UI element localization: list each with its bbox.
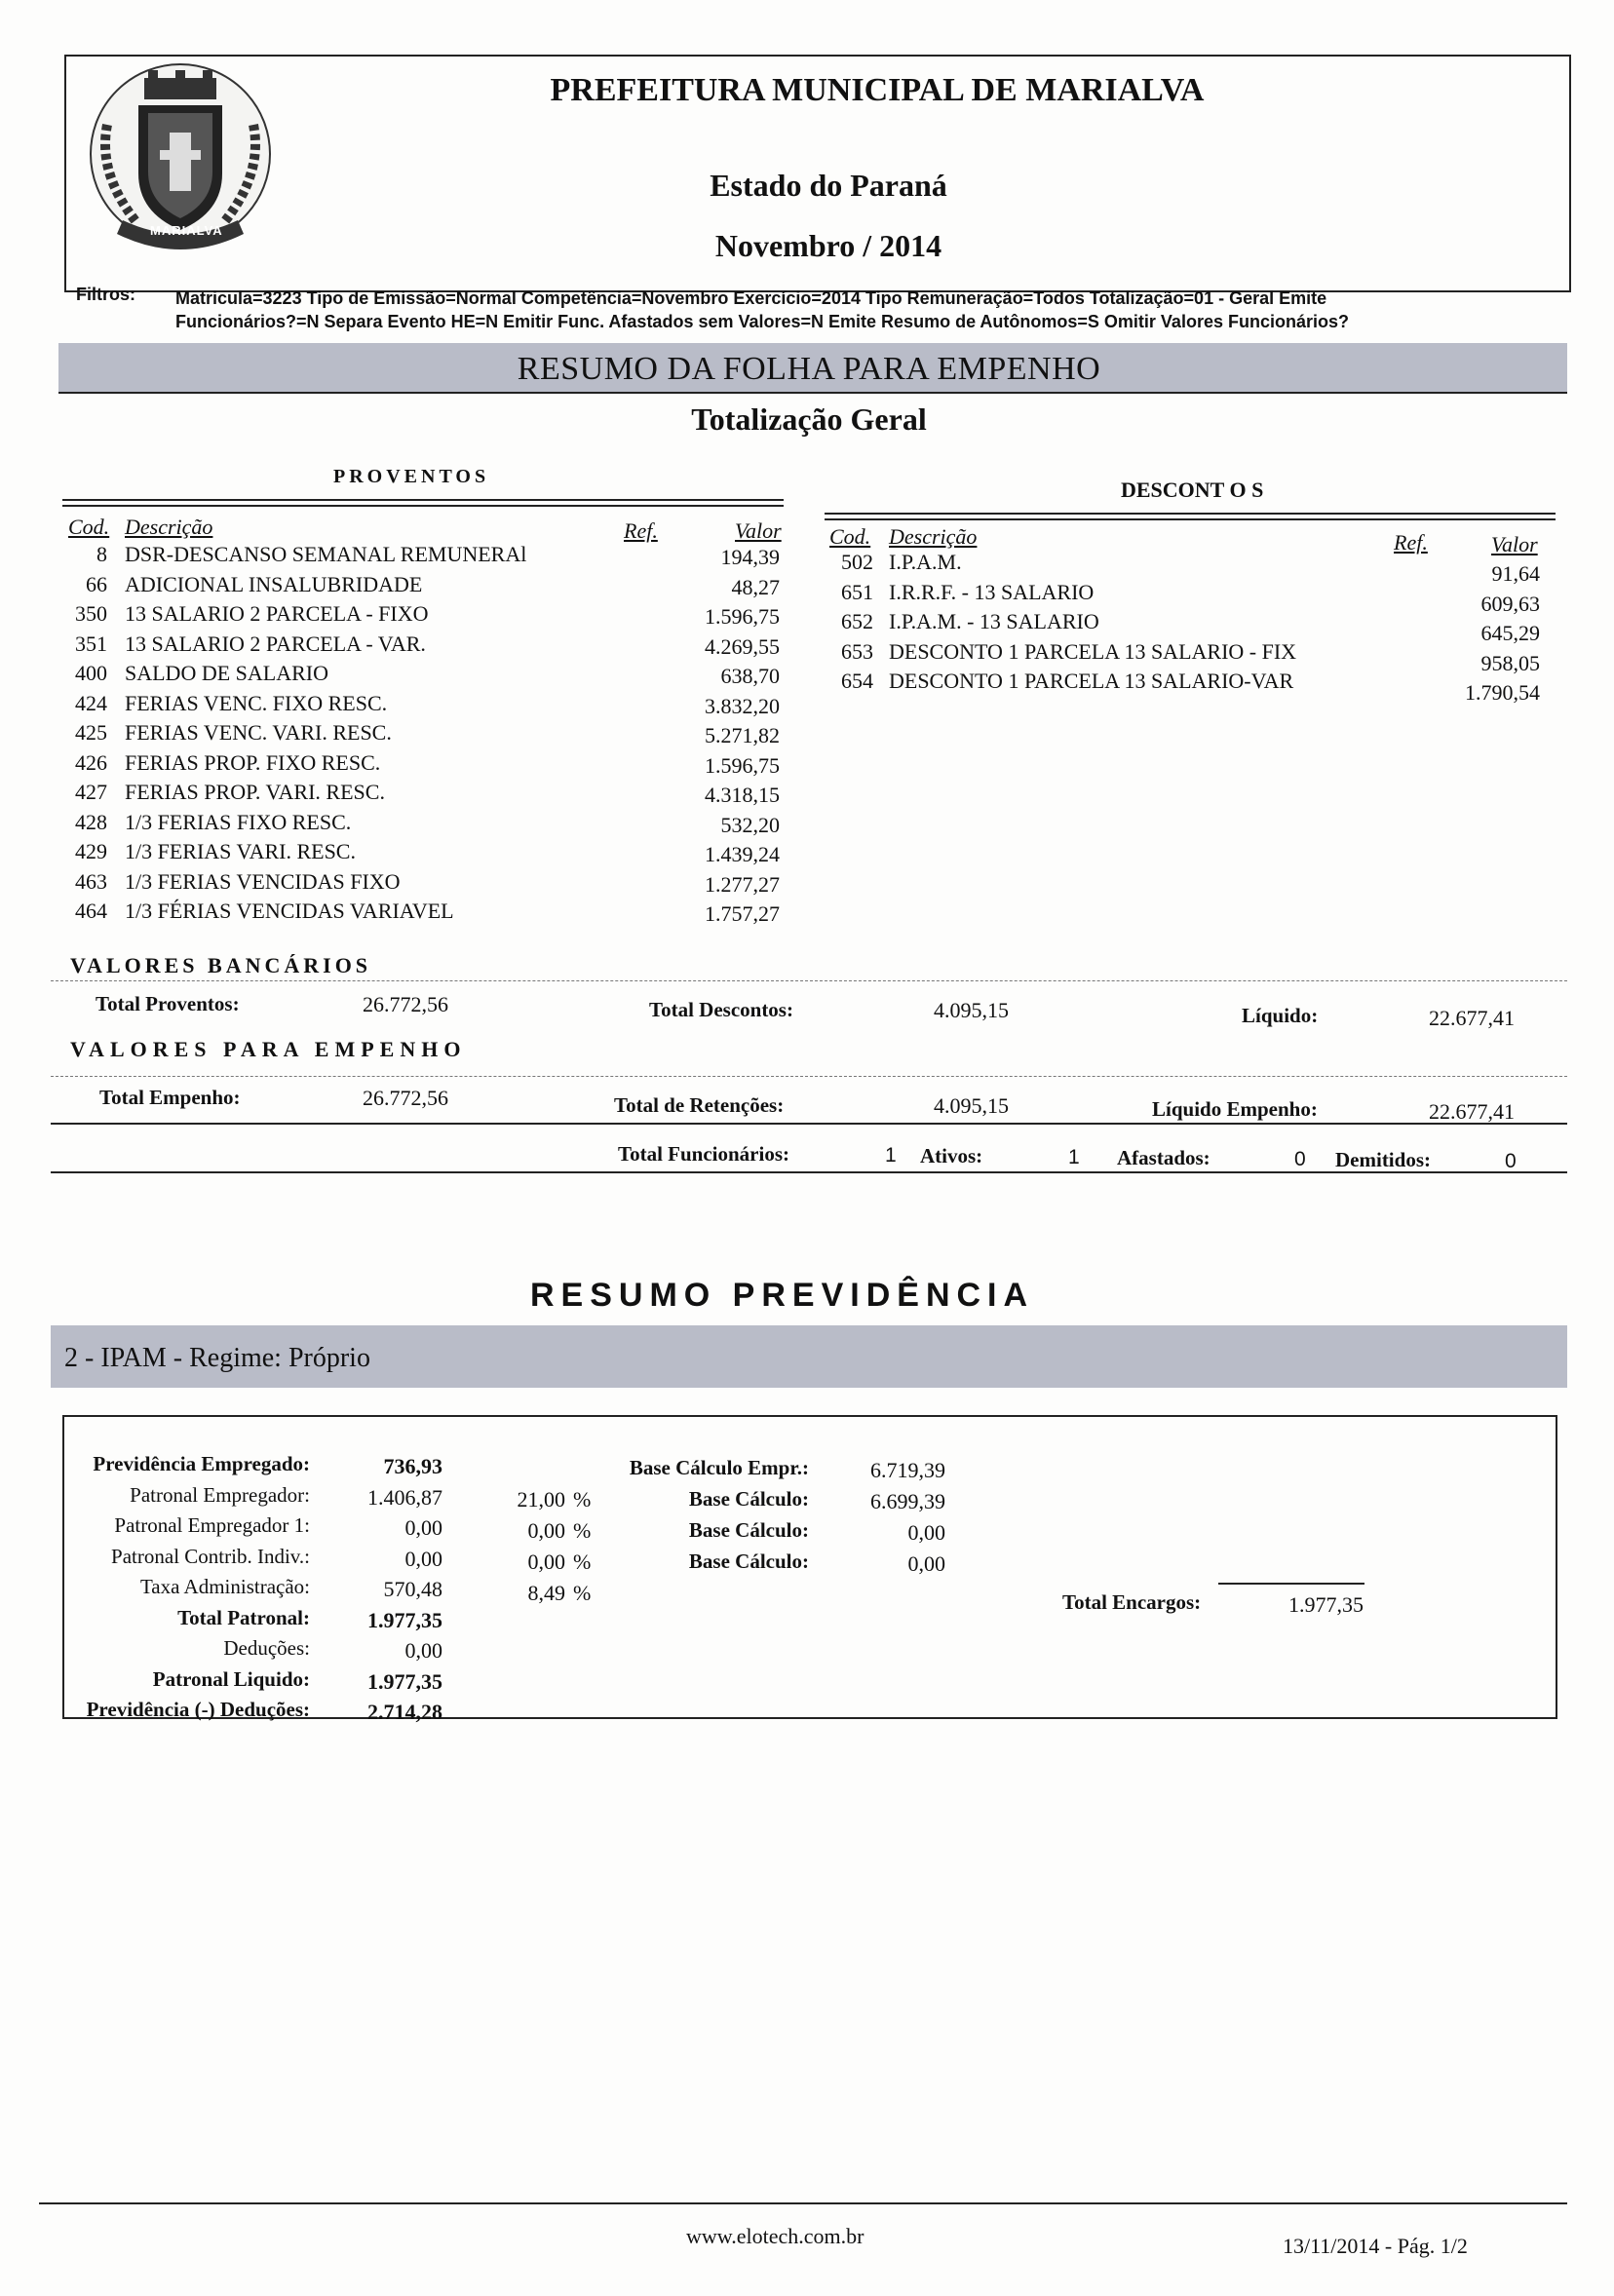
period: Novembro / 2014 <box>714 228 942 263</box>
previdencia-label: Previdência Empregado: <box>93 1452 310 1475</box>
municipal-seal <box>78 57 283 261</box>
proventos-row-desc: 1/3 FERIAS VENCIDAS FIXO <box>125 868 401 894</box>
base-calculo-label: Base Cálculo: <box>688 1518 809 1542</box>
previdencia-label: Patronal Empregador: <box>130 1482 310 1507</box>
base-calculo-value: 0,00 <box>907 1520 945 1545</box>
seal-text: MARIALVA <box>150 223 223 238</box>
previdencia-value: 0,00 <box>404 1515 442 1540</box>
total-encargos-label: Total Encargos: <box>1062 1590 1202 1614</box>
afastados-value: 0 <box>1294 1148 1306 1170</box>
proventos-row-desc: FERIAS PROP. VARI. RESC. <box>125 780 385 804</box>
percent-unit: % <box>573 1581 592 1605</box>
ativos-label: Ativos: <box>920 1144 983 1167</box>
descontos-row-valor: 958,05 <box>1480 650 1540 675</box>
percent-value: 8,49 <box>527 1581 565 1605</box>
total-empenho-value: 26.772,56 <box>363 1086 448 1110</box>
previdencia-label: Total Patronal: <box>177 1605 310 1629</box>
descontos-row-valor: 609,63 <box>1480 591 1540 616</box>
proventos-row-valor: 4.318,15 <box>705 783 780 807</box>
footer-date-page: 13/11/2014 - Pág. 1/2 <box>1283 2234 1468 2258</box>
base-calculo-value: 6.719,39 <box>870 1458 945 1482</box>
percent-value: 21,00 <box>517 1487 565 1512</box>
proventos-row-desc: 13 SALARIO 2 PARCELA - FIXO <box>125 601 429 626</box>
proventos-row-desc: 1/3 FERIAS VARI. RESC. <box>125 839 356 863</box>
total-descontos-label: Total Descontos: <box>649 998 793 1021</box>
descontos-col-valor: Valor <box>1491 532 1538 556</box>
total-funcionarios-label: Total Funcionários: <box>618 1142 789 1166</box>
previdencia-value: 1.977,35 <box>367 1607 442 1632</box>
previdencia-value: 1.406,87 <box>367 1484 442 1510</box>
proventos-row-valor: 532,20 <box>720 812 780 837</box>
proventos-row-cod: 463 <box>75 868 107 894</box>
state-name: Estado do Paraná <box>710 168 947 203</box>
proventos-row-cod: 350 <box>75 601 107 626</box>
proventos-col-ref: Ref. <box>624 518 658 543</box>
previdencia-label: Previdência (-) Deduções: <box>86 1698 310 1721</box>
totalizacao-subtitle: Totalização Geral <box>691 402 927 437</box>
descontos-col-ref: Ref. <box>1394 530 1428 555</box>
liquido-label: Líquido: <box>1242 1004 1319 1027</box>
previdencia-value: 2.714,28 <box>367 1700 442 1724</box>
previdencia-value: 1.977,35 <box>367 1668 442 1694</box>
proventos-row-valor: 1.596,75 <box>705 752 780 778</box>
proventos-row-cod: 425 <box>75 720 107 745</box>
filters-line-2: Funcionários?=N Separa Evento HE=N Emitir Func. Afastados sem Valores=N Emite Resumo de Autônomos=S Omitir Valores Funcionários? <box>175 312 1349 331</box>
total-proventos-label: Total Proventos: <box>96 992 240 1015</box>
proventos-row-desc: ADICIONAL INSALUBRIDADE <box>125 571 423 596</box>
previdencia-value: 736,93 <box>383 1454 442 1478</box>
empenho-rule <box>51 1123 1567 1125</box>
funcionarios-rule <box>51 1171 1567 1173</box>
descontos-row-cod: 502 <box>841 550 873 574</box>
proventos-row-valor: 1.439,24 <box>705 842 780 866</box>
proventos-row-cod: 400 <box>75 661 107 685</box>
percent-unit: % <box>573 1518 592 1543</box>
descontos-row-desc: I.R.R.F. - 13 SALARIO <box>889 579 1095 604</box>
liquido-empenho-value: 22.677,41 <box>1429 1099 1515 1124</box>
descontos-row-cod: 651 <box>841 579 873 604</box>
resumo-previdencia-title: RESUMO PREVIDÊNCIA <box>530 1277 1035 1314</box>
proventos-row-desc: FERIAS VENC. FIXO RESC. <box>125 690 388 715</box>
proventos-row-cod: 8 <box>96 542 107 566</box>
total-encargos-value: 1.977,35 <box>1288 1592 1364 1617</box>
demitidos-value: 0 <box>1505 1150 1517 1172</box>
base-calculo-label: Base Cálculo: <box>688 1487 809 1511</box>
total-empenho-label: Total Empenho: <box>99 1086 241 1109</box>
total-encargos-overline <box>1218 1583 1364 1585</box>
footer-url: www.elotech.com.br <box>686 2224 865 2248</box>
previdencia-label: Patronal Contrib. Indiv.: <box>111 1544 310 1568</box>
proventos-row-valor: 194,39 <box>720 545 780 569</box>
previdencia-label: Deduções: <box>223 1636 310 1660</box>
proventos-col-valor: Valor <box>735 518 782 543</box>
descontos-row-desc: I.P.A.M. <box>889 550 962 574</box>
demitidos-label: Demitidos: <box>1335 1148 1431 1171</box>
proventos-row-cod: 426 <box>75 749 107 775</box>
regime-label: 2 - IPAM - Regime: Próprio <box>64 1343 370 1373</box>
descontos-row-desc: DESCONTO 1 PARCELA 13 SALARIO - FIX <box>889 638 1297 664</box>
descontos-col-cod: Cod. <box>829 524 871 549</box>
proventos-row-valor: 1.596,75 <box>705 604 780 629</box>
proventos-row-desc: DSR-DESCANSO SEMANAL REMUNERAl <box>125 542 527 566</box>
total-retencoes-value: 4.095,15 <box>934 1093 1009 1118</box>
descontos-rule-2 <box>825 518 1556 520</box>
afastados-label: Afastados: <box>1117 1146 1210 1169</box>
descontos-row-cod: 654 <box>841 669 873 693</box>
total-descontos-value: 4.095,15 <box>934 998 1009 1022</box>
proventos-row-desc: 13 SALARIO 2 PARCELA - VAR. <box>125 631 426 656</box>
proventos-row-desc: FERIAS PROP. FIXO RESC. <box>125 749 381 775</box>
proventos-row-cod: 428 <box>75 809 107 834</box>
band-bottom-rule <box>58 392 1567 394</box>
descontos-row-desc: I.P.A.M. - 13 SALARIO <box>889 609 1099 633</box>
proventos-row-cod: 351 <box>75 631 107 656</box>
total-proventos-value: 26.772,56 <box>363 992 448 1016</box>
descontos-rule-1 <box>825 513 1556 515</box>
proventos-rule-2 <box>62 505 784 507</box>
proventos-row-valor: 1.757,27 <box>705 901 780 926</box>
proventos-title: PROVENTOS <box>333 466 490 487</box>
descontos-row-cod: 652 <box>841 609 873 633</box>
descontos-title: DESCONT O S <box>1121 478 1264 502</box>
total-retencoes-label: Total de Retenções: <box>614 1093 785 1117</box>
proventos-row-valor: 1.277,27 <box>705 871 780 897</box>
proventos-row-cod: 427 <box>75 780 107 804</box>
liquido-value: 22.677,41 <box>1429 1006 1515 1030</box>
proventos-row-valor: 5.271,82 <box>705 723 780 747</box>
percent-unit: % <box>573 1487 592 1512</box>
total-funcionarios-value: 1 <box>885 1144 897 1167</box>
descontos-row-valor: 645,29 <box>1480 621 1540 645</box>
empenho-dash <box>51 1076 1567 1077</box>
previdencia-value: 0,00 <box>404 1546 442 1571</box>
previdencia-value: 0,00 <box>404 1638 442 1663</box>
base-calculo-label: Base Cálculo: <box>688 1550 809 1573</box>
proventos-row-cod: 66 <box>86 571 107 596</box>
descontos-row-valor: 1.790,54 <box>1465 680 1540 705</box>
filters-label: Filtros: <box>76 285 135 304</box>
resumo-folha-title: RESUMO DA FOLHA PARA EMPENHO <box>517 351 1101 387</box>
proventos-col-cod: Cod. <box>68 515 110 539</box>
proventos-row-valor: 4.269,55 <box>705 633 780 659</box>
base-calculo-value: 6.699,39 <box>870 1489 945 1513</box>
proventos-rule-1 <box>62 499 784 501</box>
valores-empenho-title: VALORES PARA EMPENHO <box>70 1037 467 1061</box>
proventos-row-desc: 1/3 FÉRIAS VENCIDAS VARIAVEL <box>125 899 454 923</box>
org-name: PREFEITURA MUNICIPAL DE MARIALVA <box>550 72 1205 108</box>
previdencia-label: Patronal Empregador 1: <box>114 1513 310 1537</box>
previdencia-label: Taxa Administração: <box>139 1575 310 1598</box>
percent-value: 0,00 <box>527 1550 565 1574</box>
ativos-value: 1 <box>1068 1146 1080 1168</box>
proventos-row-cod: 429 <box>75 839 107 863</box>
descontos-col-desc: Descrição <box>889 524 978 549</box>
proventos-row-cod: 424 <box>75 690 107 715</box>
previdencia-label: Patronal Liquido: <box>152 1666 310 1691</box>
liquido-empenho-label: Líquido Empenho: <box>1152 1097 1318 1121</box>
base-calculo-label: Base Cálculo Empr.: <box>629 1456 809 1479</box>
footer-rule <box>39 2202 1567 2204</box>
descontos-row-cod: 653 <box>841 638 873 664</box>
percent-value: 0,00 <box>527 1518 565 1543</box>
proventos-row-desc: FERIAS VENC. VARI. RESC. <box>125 720 392 745</box>
proventos-col-desc: Descrição <box>125 515 213 539</box>
descontos-row-desc: DESCONTO 1 PARCELA 13 SALARIO-VAR <box>889 669 1294 693</box>
proventos-row-desc: SALDO DE SALARIO <box>125 661 328 685</box>
percent-unit: % <box>573 1550 592 1574</box>
proventos-row-valor: 3.832,20 <box>705 693 780 718</box>
base-calculo-value: 0,00 <box>907 1551 945 1576</box>
previdencia-value: 570,48 <box>383 1577 442 1601</box>
proventos-row-valor: 48,27 <box>731 574 780 599</box>
proventos-row-desc: 1/3 FERIAS FIXO RESC. <box>125 809 352 834</box>
valores-bancarios-title: VALORES BANCÁRIOS <box>70 953 372 977</box>
proventos-row-cod: 464 <box>75 899 107 923</box>
filters-line-1: Matricula=3223 Tipo de Emissão=Normal Competência=Novembro Exercício=2014 Tipo Remuneração=Todos Totalização=01 - Geral Emite <box>175 288 1327 308</box>
descontos-row-valor: 91,64 <box>1491 561 1540 586</box>
proventos-row-valor: 638,70 <box>720 664 780 688</box>
bancarios-dash <box>51 980 1567 981</box>
